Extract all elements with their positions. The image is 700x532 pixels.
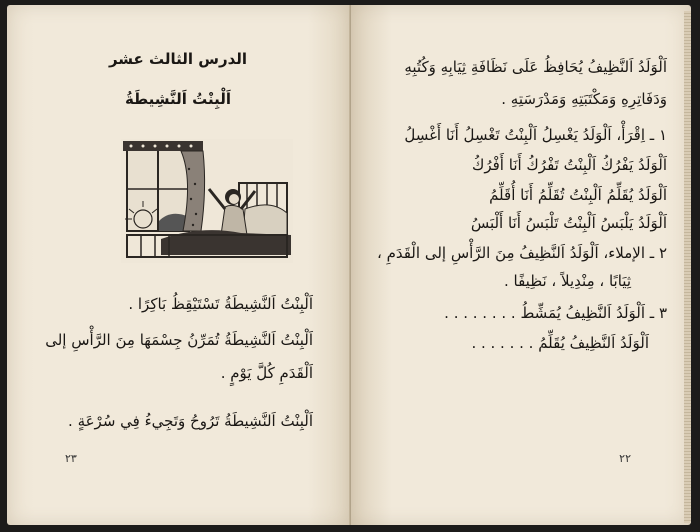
- right-page: [351, 5, 691, 525]
- paragraph-line-2: اَلْبِنْتُ اَلنَّشِيطَةُ تُمَرِّنُ جِسْمَهَا مِنَ الرَّأْسِ إلى: [45, 331, 313, 349]
- page-number-right: ٢٢: [619, 452, 631, 465]
- exercise-3-line-2: اَلْوَلَدُ اَلنَّظِيفُ يُقَلِّمُ . . . . . . .: [471, 334, 649, 352]
- exercise-1-line-3: اَلْوَلَدُ يُقَلِّمُ اَلْبِنْتُ تُقَلِّمُ أَنَا أُقَلِّمُ: [489, 186, 667, 204]
- exercise-1-line-4: اَلْوَلَدُ يَلْبَسُ اَلْبِنْتُ تَلْبَسُ أَنَا أَلْبَسُ: [470, 214, 667, 232]
- paragraph-line-4: اَلْبِنْتُ اَلنَّشِيطَةُ تَرُوحُ وَتَجِيءُ فِي سُرْعَةٍ .: [68, 412, 313, 430]
- exercise-3-line-1: ٣ ـ اَلْوَلَدُ اَلنَّظِيفُ يُمَشِّطُ . . . . . . . .: [444, 304, 667, 322]
- page-edges: [684, 11, 691, 523]
- girl-waking-illustration: [121, 139, 293, 263]
- page-number-left: ٢٣: [65, 452, 77, 465]
- exercise-1-line-1: ١ ـ اِقْرَأْ، اَلْوَلَدُ يَغْسِلُ اَلْبِنْتُ تَغْسِلُ أَنَا أَغْسِلُ: [404, 126, 667, 144]
- lesson-heading: الدرس الثالث عشر: [108, 50, 248, 68]
- paragraph-line-1: اَلْبِنْتُ اَلنَّشِيطَةُ تَسْتَيْقِظُ بَاكِرًا .: [128, 295, 313, 313]
- paragraph-line-3: اَلْقَدَمِ كُلَّ يَوْمٍ .: [220, 364, 313, 382]
- lesson-title: اَلْبِنْتُ اَلنَّشِيطَةُ: [124, 90, 232, 108]
- exercise-1-line-2: اَلْوَلَدُ يَفْرُكُ اَلْبِنْتُ تَفْرُكُ أَنَا أَفْرُكُ: [472, 156, 667, 174]
- exercise-2-line-1: ٢ ـ الإملاء، اَلْوَلَدُ اَلنَّظِيفُ مِنَ الرَّأْسِ إلى الْقَدَمِ ،: [376, 244, 667, 262]
- exercise-2-line-2: ثِيَابًا ، مِنْدِيلاً ، نَظِيفًا .: [503, 272, 631, 290]
- book-spread: [7, 5, 691, 525]
- intro-line-1: اَلْوَلَدُ اَلنَّظِيفُ يُحَافِظُ عَلَى نَظَافَةِ ثِيَابِهِ وَكُتُبِهِ: [404, 58, 667, 76]
- left-page: [7, 5, 349, 525]
- intro-line-2: وَدَفَاتِرِهِ وَمَكْتَبَتِهِ وَمَدْرَسَتِهِ .: [501, 90, 667, 108]
